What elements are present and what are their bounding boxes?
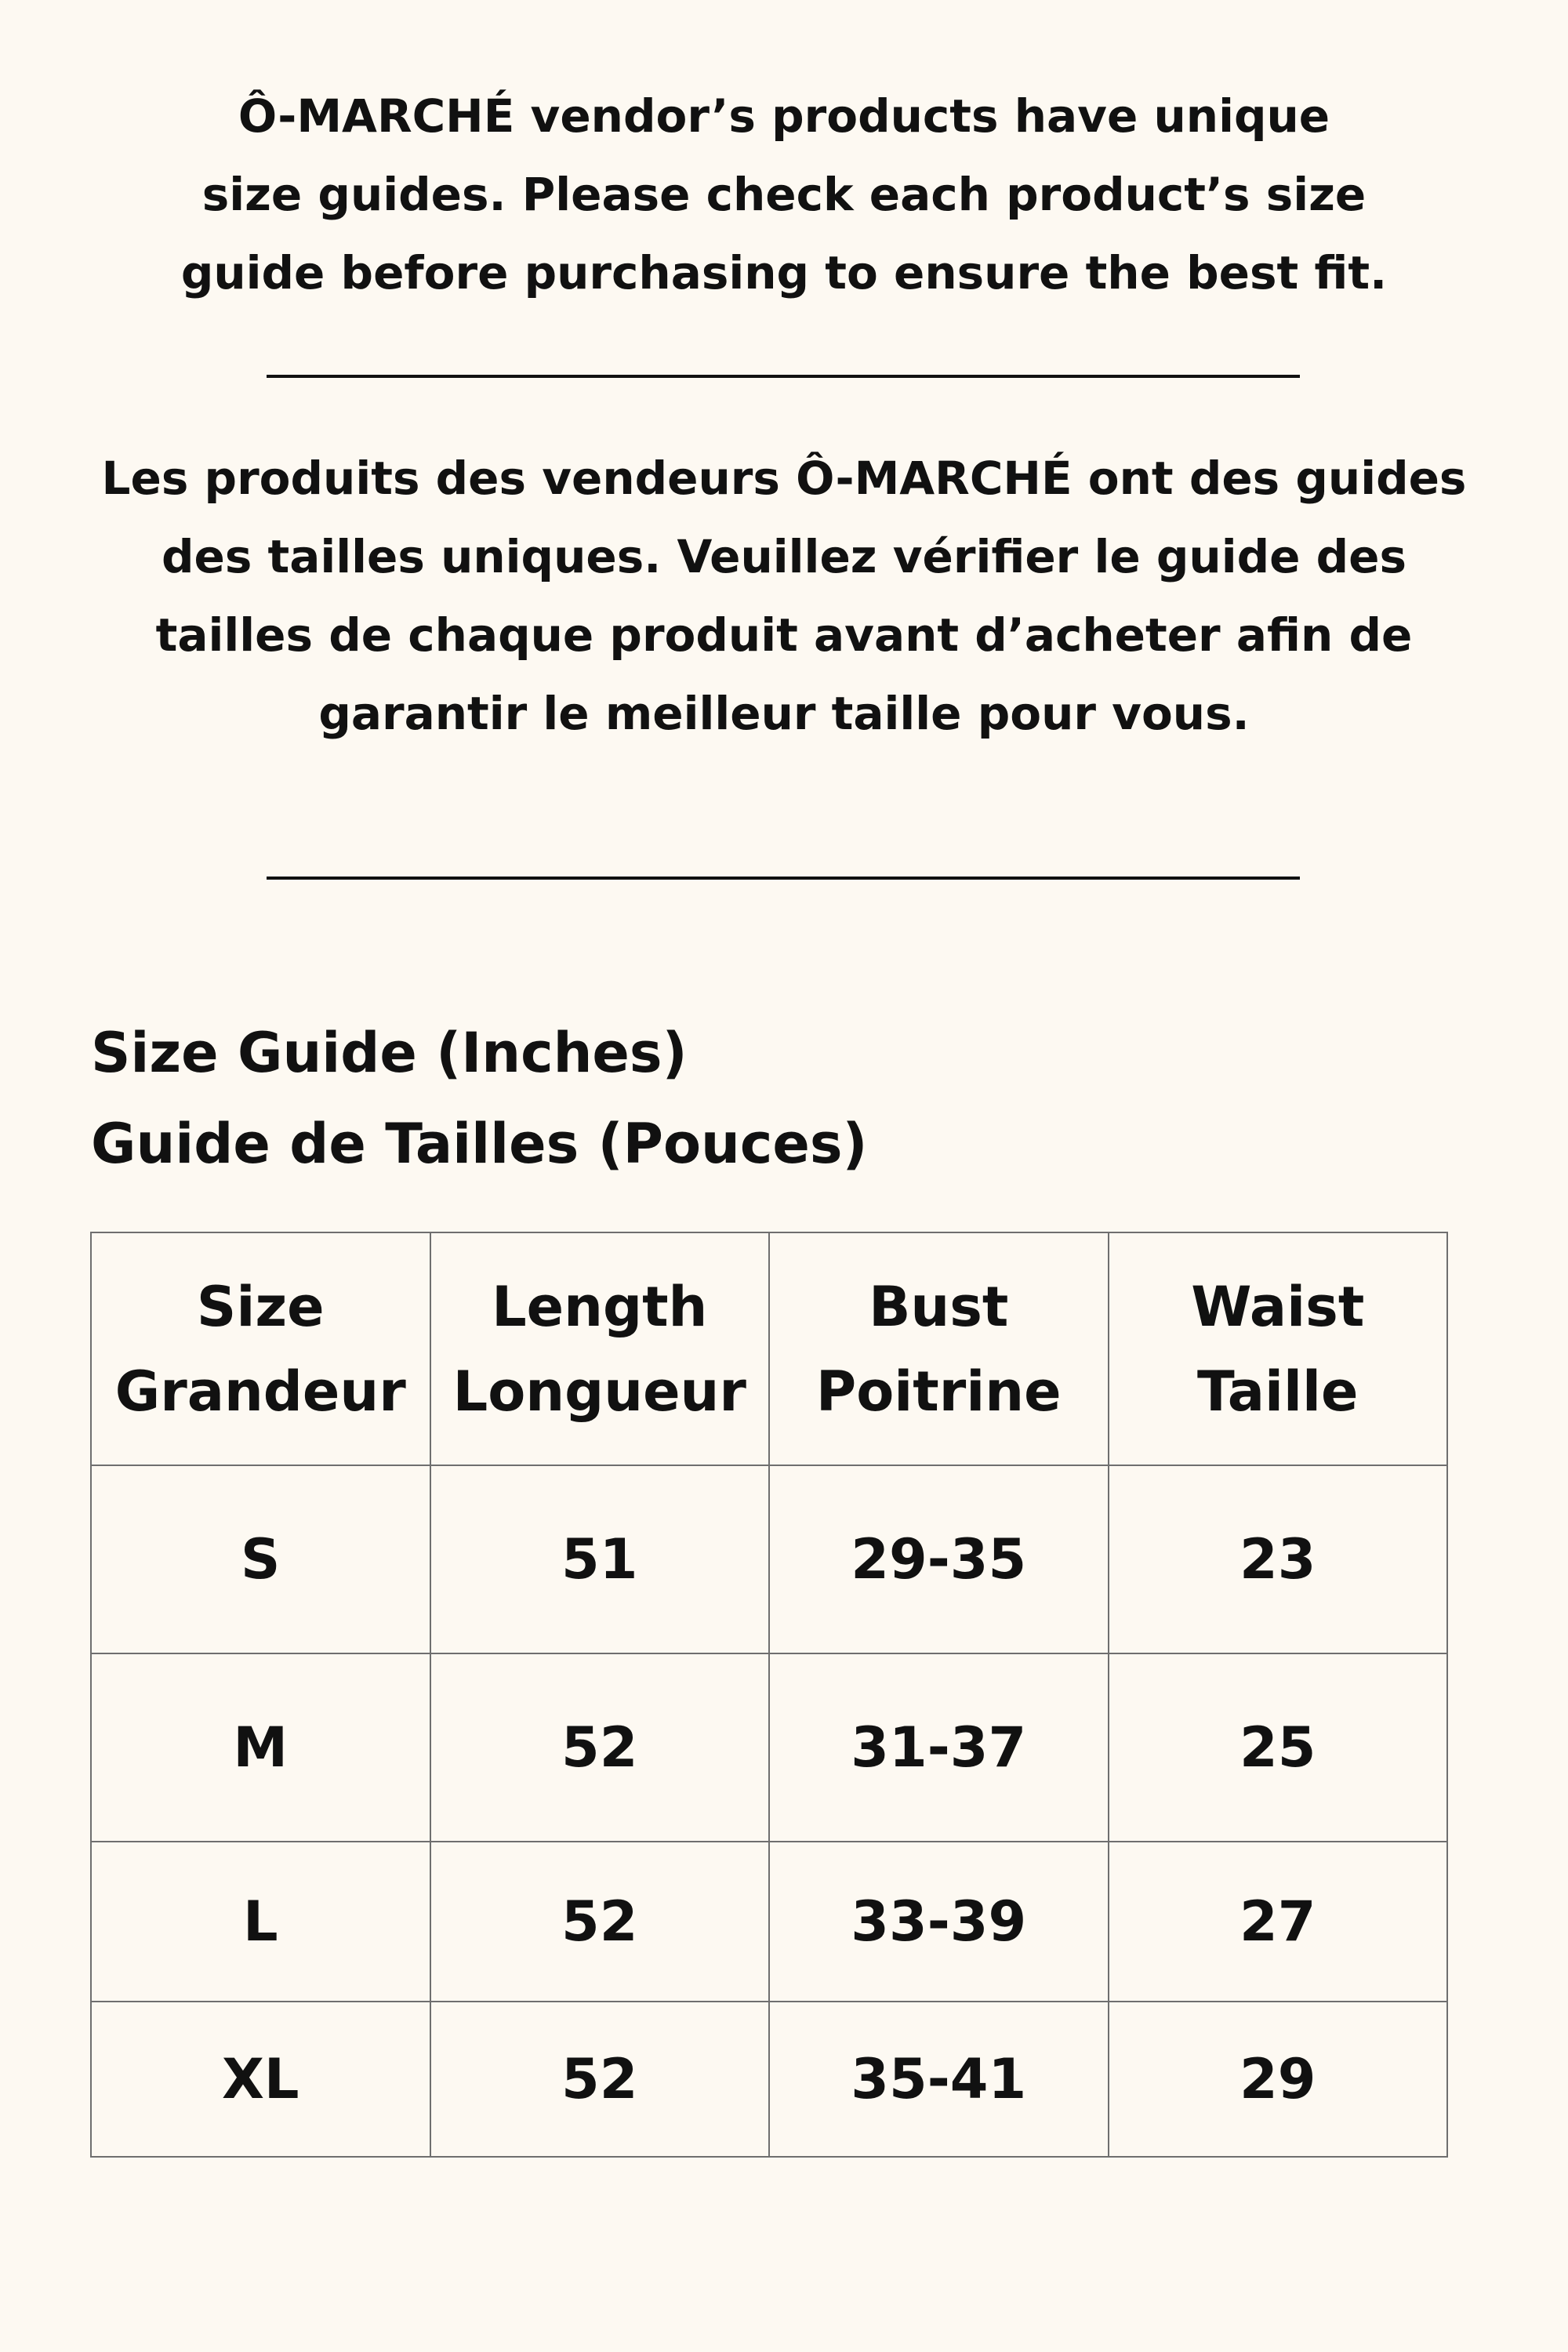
notice-french-line: Les produits des vendeurs Ô-MARCHÉ ont des guides xyxy=(101,452,1467,505)
table-row xyxy=(91,2002,1447,2157)
cell-waist: 23 xyxy=(1109,1465,1448,1653)
table-header-row xyxy=(91,1232,1447,1465)
cell-size: S xyxy=(91,1465,430,1653)
size-guide-title xyxy=(91,1007,868,1189)
size-guide-title-french: Guide de Tailles (Pouces) xyxy=(91,1112,868,1176)
cell-length: 52 xyxy=(430,2002,770,2157)
cell-waist: 27 xyxy=(1109,1842,1448,2002)
column-header-english: Bust xyxy=(869,1274,1009,1339)
notice-french-line: tailles de chaque produit avant d’acheter afin de xyxy=(155,608,1413,662)
notice-french-line: garantir le meilleur taille pour vous. xyxy=(318,687,1250,740)
cell-bust: 35-41 xyxy=(769,2002,1109,2157)
column-header-waist xyxy=(1109,1232,1448,1465)
cell-waist: 29 xyxy=(1109,2002,1448,2157)
column-header-english: Length xyxy=(492,1274,708,1339)
cell-length: 52 xyxy=(430,1653,770,1842)
size-table xyxy=(90,1232,1448,2158)
table-row xyxy=(91,1842,1447,2002)
column-header-english: Waist xyxy=(1191,1274,1365,1339)
table-row xyxy=(91,1465,1447,1653)
cell-size: L xyxy=(91,1842,430,2002)
column-header-english: Size xyxy=(196,1274,325,1339)
column-header-french: Longueur xyxy=(452,1359,746,1424)
notice-english-line: size guides. Please check each product’s size xyxy=(201,168,1367,221)
column-header-bust xyxy=(769,1232,1109,1465)
column-header-french: Poitrine xyxy=(815,1359,1062,1424)
column-header-size xyxy=(91,1232,430,1465)
notice-french-line: des tailles uniques. Veuillez vérifier le guide des xyxy=(161,530,1407,583)
notice-english xyxy=(0,77,1568,312)
column-header-french: Taille xyxy=(1197,1359,1359,1424)
divider xyxy=(267,375,1300,378)
cell-length: 52 xyxy=(430,1842,770,2002)
cell-size: XL xyxy=(91,2002,430,2157)
cell-bust: 31-37 xyxy=(769,1653,1109,1842)
cell-bust: 33-39 xyxy=(769,1842,1109,2002)
cell-size: M xyxy=(91,1653,430,1842)
size-guide-title-english: Size Guide (Inches) xyxy=(91,1021,688,1085)
cell-waist: 25 xyxy=(1109,1653,1448,1842)
cell-length: 51 xyxy=(430,1465,770,1653)
notice-french xyxy=(0,439,1568,753)
notice-english-line: Ô-MARCHÉ vendor’s products have unique xyxy=(238,89,1330,143)
cell-bust: 29-35 xyxy=(769,1465,1109,1653)
divider xyxy=(267,877,1300,880)
notice-english-line: guide before purchasing to ensure the best fit. xyxy=(180,246,1388,299)
column-header-french: Grandeur xyxy=(114,1359,406,1424)
table-row xyxy=(91,1653,1447,1842)
column-header-length xyxy=(430,1232,770,1465)
